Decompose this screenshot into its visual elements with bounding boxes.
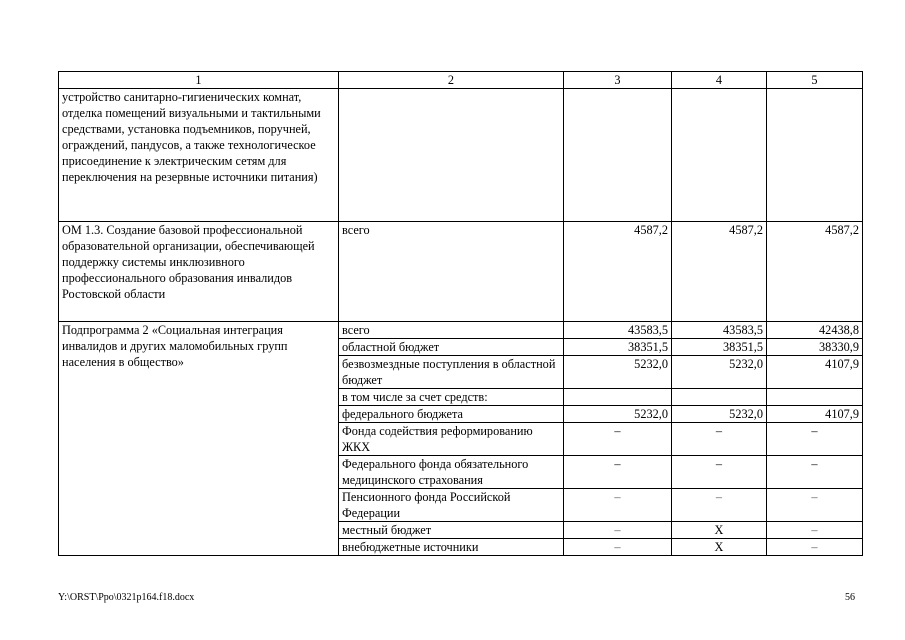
value-col-4: Х [672, 539, 767, 556]
footer-page-number: 56 [845, 592, 855, 603]
funding-source: федерального бюджета [339, 406, 564, 423]
value-col-5: – [767, 539, 863, 556]
value-col-3: – [564, 522, 672, 539]
value-col-5: 38330,9 [767, 339, 863, 356]
value-col-5: 4107,9 [767, 406, 863, 423]
funding-source: всего [339, 222, 564, 322]
value-col-3: 5232,0 [564, 406, 672, 423]
budget-table [58, 71, 863, 556]
table-row [59, 322, 863, 339]
empty-cell [767, 89, 863, 222]
value-col-3: 43583,5 [564, 322, 672, 339]
header-row [59, 72, 863, 89]
measure-description: устройство санитарно-гигиенических комнат, отделка помещений визуальными и тактильными средствами, установка подъемников, поручней, ограждений, пандусов, а также технологическое присоединение к электрическим сетям для переключения на резервные источники питания) [59, 89, 339, 222]
header-col-2: 2 [339, 72, 564, 89]
header-col-4: 4 [672, 72, 767, 89]
value-col-4: 5232,0 [672, 406, 767, 423]
measure-description: ОМ 1.3. Создание базовой профессиональной образовательной организации, обеспечивающей поддержку системы инклюзивного профессионального образования инвалидов Ростовской области [59, 222, 339, 322]
value-col-5: – [767, 423, 863, 456]
value-col-3: – [564, 489, 672, 522]
table-row [59, 89, 863, 222]
footer-file-path: Y:\ORST\Ppo\0321p164.f18.docx [58, 592, 195, 603]
value-col-3: 4587,2 [564, 222, 672, 322]
value-col-5: – [767, 489, 863, 522]
value-col-4: Х [672, 522, 767, 539]
value-col-4: – [672, 489, 767, 522]
subprogram-description: Подпрограмма 2 «Социальная интеграция инвалидов и других маломобильных групп населения в общество» [59, 322, 339, 556]
header-col-1: 1 [59, 72, 339, 89]
funding-source: в том числе за счет средств: [339, 389, 564, 406]
value-col-4: – [672, 423, 767, 456]
funding-source: Пенсионного фонда Российской Федерации [339, 489, 564, 522]
funding-source: внебюджетные источники [339, 539, 564, 556]
header-col-3: 3 [564, 72, 672, 89]
value-col-5: – [767, 456, 863, 489]
value-col-3: – [564, 423, 672, 456]
funding-source: Фонда содействия реформированию ЖКХ [339, 423, 564, 456]
table-row [59, 222, 863, 322]
value-col-3: – [564, 539, 672, 556]
value-col-5 [767, 389, 863, 406]
funding-source: всего [339, 322, 564, 339]
value-col-3: 38351,5 [564, 339, 672, 356]
value-col-5: 4107,9 [767, 356, 863, 389]
header-col-5: 5 [767, 72, 863, 89]
value-col-5: – [767, 522, 863, 539]
value-col-3 [564, 389, 672, 406]
empty-cell [672, 89, 767, 222]
value-col-5: 42438,8 [767, 322, 863, 339]
value-col-4: 5232,0 [672, 356, 767, 389]
value-col-4 [672, 389, 767, 406]
empty-cell [564, 89, 672, 222]
funding-source: Федерального фонда обязательного медицинского страхования [339, 456, 564, 489]
empty-cell [339, 89, 564, 222]
funding-source: безвозмездные поступления в областной бюджет [339, 356, 564, 389]
value-col-3: 5232,0 [564, 356, 672, 389]
value-col-4: 38351,5 [672, 339, 767, 356]
value-col-4: – [672, 456, 767, 489]
value-col-4: 4587,2 [672, 222, 767, 322]
value-col-5: 4587,2 [767, 222, 863, 322]
funding-source: местный бюджет [339, 522, 564, 539]
value-col-3: – [564, 456, 672, 489]
funding-source: областной бюджет [339, 339, 564, 356]
value-col-4: 43583,5 [672, 322, 767, 339]
